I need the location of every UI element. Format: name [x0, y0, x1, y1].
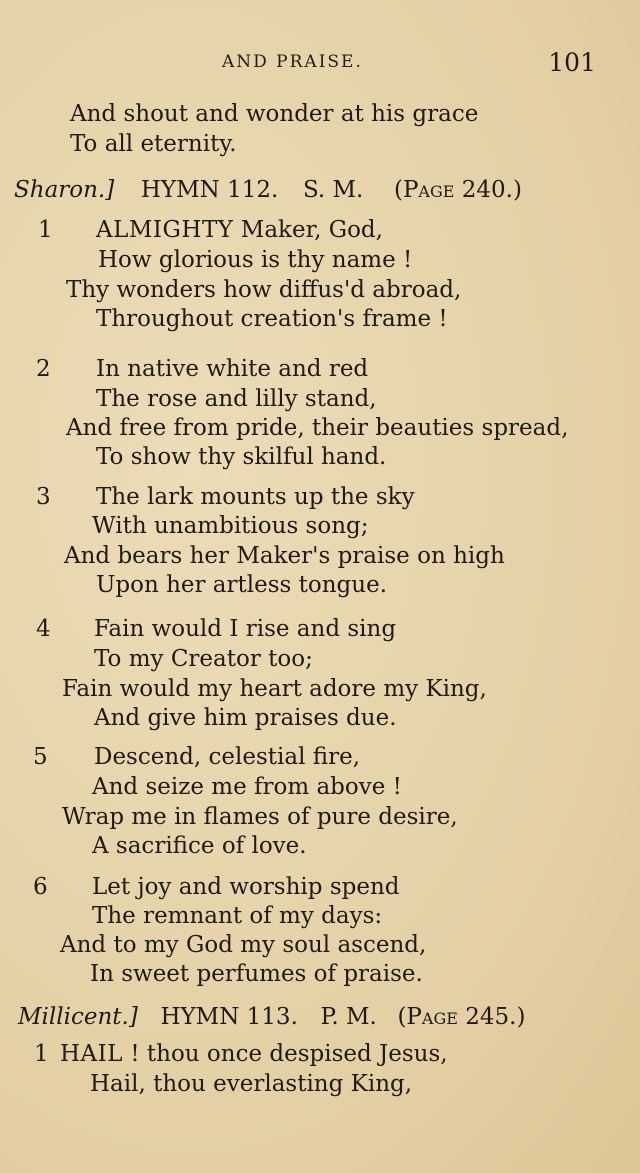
running-title: AND PRAISE. [222, 52, 363, 72]
verse-line: And to my God my soul ascend, [60, 932, 427, 958]
tune-name: Sharon.] [14, 177, 115, 203]
verse-line: The remnant of my days: [92, 903, 383, 929]
verse-line: Thy wonders how diffus'd abroad, [66, 277, 462, 303]
verse-line: Fain would I rise and sing [94, 616, 397, 642]
verse-line: To show thy skilful hand. [96, 444, 387, 470]
verse-number: 3 [36, 484, 51, 510]
verse-line: With unambitious song; [92, 513, 369, 539]
verse-line: The rose and lilly stand, [96, 386, 377, 412]
page-reference: (Page 245.) [397, 1004, 526, 1030]
verse-line: And free from pride, their beauties spread, [66, 415, 569, 441]
verse-line: Fain would my heart adore my King, [62, 676, 487, 702]
verse-number: 1 [38, 217, 53, 243]
verse-number: 1 [34, 1041, 49, 1067]
verse-first-word: ALMIGHTY [96, 217, 234, 243]
verse-line: Let joy and worship spend [92, 874, 400, 900]
verse-line: To my Creator too; [94, 646, 313, 672]
verse-number: 5 [33, 744, 48, 770]
verse-line: Wrap me in flames of pure desire, [62, 804, 458, 830]
hymn-meter: S. M. [302, 177, 364, 203]
verse-number: 4 [36, 616, 51, 642]
page-number: 101 [548, 48, 596, 77]
verse-first-word: HAIL [60, 1041, 124, 1067]
verse-line: Hail, thou everlasting King, [90, 1071, 413, 1097]
verse-line: Upon her artless tongue. [96, 572, 388, 598]
page-reference: (Page 240.) [393, 177, 522, 203]
verse-line: Throughout creation's frame ! [96, 306, 448, 332]
verse-number: 2 [36, 356, 51, 382]
running-head [0, 48, 640, 78]
verse-line: In sweet perfumes of praise. [90, 961, 423, 987]
verse-line: And seize me from above ! [92, 774, 402, 800]
verse-number: 6 [33, 874, 48, 900]
hymn-title: HYMN 113. [160, 1004, 298, 1030]
verse-line: In native white and red [96, 356, 369, 382]
verse-line-rest: Maker, God, [233, 217, 383, 243]
verse-line: The lark mounts up the sky [96, 484, 415, 510]
verse-line: And give him praises due. [94, 705, 397, 731]
continuation-line: To all eternity. [70, 131, 237, 157]
verse-line-rest: ! thou once despised Jesus, [123, 1041, 448, 1067]
hymn-header [18, 1003, 525, 1031]
verse-line [60, 1040, 448, 1068]
hymn-meter: P. M. [320, 1004, 377, 1030]
verse-line: A sacrifice of love. [92, 833, 307, 859]
tune-name: Millicent.] [18, 1004, 138, 1030]
hymn-title: HYMN 112. [140, 177, 279, 203]
verse-line: And bears her Maker's praise on high [64, 543, 505, 569]
verse-line: Descend, celestial fire, [94, 744, 361, 770]
continuation-line: And shout and wonder at his grace [70, 101, 479, 127]
verse-line [96, 216, 383, 244]
hymn-header [14, 176, 522, 204]
verse-line: How glorious is thy name ! [98, 247, 413, 273]
